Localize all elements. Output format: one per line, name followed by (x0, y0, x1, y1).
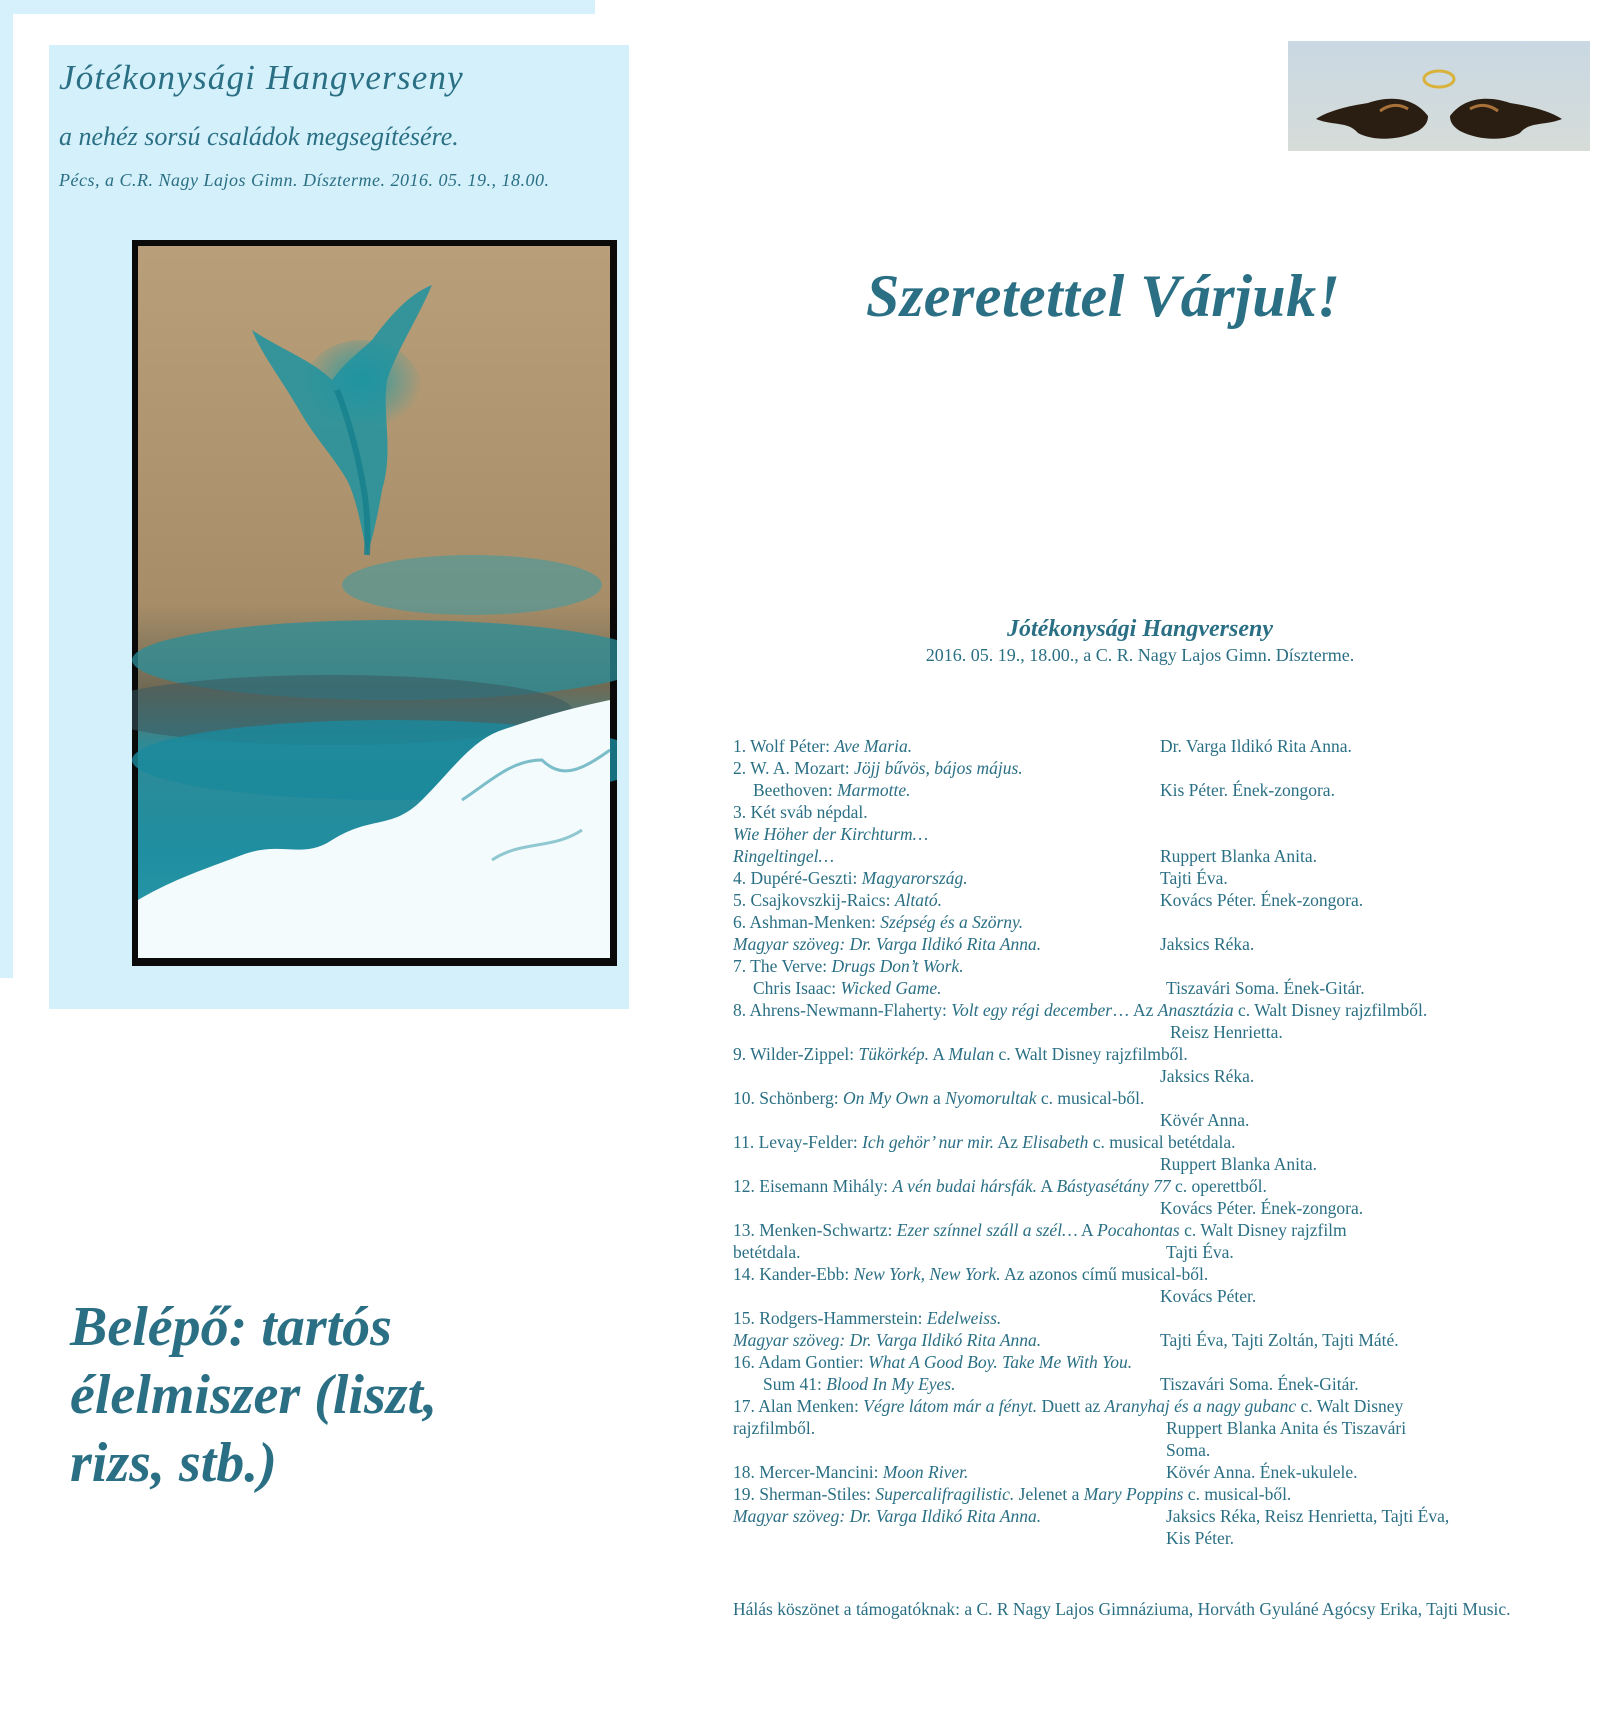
program-item-10: 10. Schönberg: On My Own a Nyomorultak c. musical-ből. (733, 1088, 1145, 1108)
entry-fee-notice: Belépő: tartós élelmiszer (liszt, rizs, stb.) (70, 1296, 438, 1494)
program-subtitle: 2016. 05. 19., 18.00., a C. R. Nagy Lajos Gimn. Díszterme. (925, 645, 1355, 665)
program-item-13-cont: betétdala. (733, 1242, 801, 1262)
program-item-17-cont: rajzfilmből. (733, 1418, 816, 1438)
program-item-16b: Sum 41: Blood In My Eyes. (763, 1374, 956, 1394)
performer-19-cont: Kis Péter. (1166, 1528, 1235, 1548)
program-item-6: 6. Ashman-Menken: Szépség és a Szörny. (733, 912, 1024, 932)
program-item-3a: Wie Höher der Kirchturm… (733, 824, 929, 844)
flyer-title: Jótékonysági Hangverseny (59, 58, 464, 97)
performer-19: Jaksics Réka, Reisz Henrietta, Tajti Éva, (1166, 1506, 1450, 1526)
program-item-19: 19. Sherman-Stiles: Supercalifragilistic. Jelenet a Mary Poppins c. musical-ből. (733, 1484, 1292, 1504)
performer-1: Dr. Varga Ildikó Rita Anna. (1160, 736, 1352, 756)
performer-6: Jaksics Réka. (1160, 934, 1255, 954)
program-item-16: 16. Adam Gontier: What A Good Boy. Take Me With You. (733, 1352, 1133, 1372)
thanks-note: Hálás köszönet a támogatóknak: a C. R Nagy Lajos Gimnáziuma, Horváth Gyuláné Agócsy Erika, Tajti Music. (733, 1599, 1511, 1619)
performer-3: Ruppert Blanka Anita. (1160, 846, 1317, 866)
performer-15: Tajti Éva, Tajti Zoltán, Tajti Máté. (1160, 1330, 1399, 1350)
performer-17-cont: Soma. (1166, 1440, 1211, 1460)
program-item-7b: Chris Isaac: Wicked Game. (753, 978, 942, 998)
performer-14: Kovács Péter. (1160, 1286, 1257, 1306)
flyer-subtitle: a nehéz sorsú családok megsegítésére. (59, 122, 459, 151)
angel-cloud-image (132, 240, 617, 966)
program-item-13: 13. Menken-Schwartz: Ezer színnel száll a szél… A Pocahontas c. Walt Disney rajzfilm (733, 1220, 1347, 1240)
program-item-15-lyrics: Magyar szöveg: Dr. Varga Ildikó Rita Anna. (733, 1330, 1042, 1350)
program-item-6-lyrics: Magyar szöveg: Dr. Varga Ildikó Rita Anna. (733, 934, 1042, 954)
program-item-2b: Beethoven: Marmotte. (753, 780, 911, 800)
welcome-heading: Szeretettel Várjuk! (866, 263, 1341, 329)
program-item-7: 7. The Verve: Drugs Don’t Work. (733, 956, 964, 976)
performer-7: Tiszavári Soma. Ének-Gitár. (1166, 978, 1365, 998)
performer-11: Ruppert Blanka Anita. (1160, 1154, 1317, 1174)
performer-17: Ruppert Blanka Anita és Tiszavári (1166, 1418, 1407, 1438)
program-item-9: 9. Wilder-Zippel: Tükörkép. A Mulan c. Walt Disney rajzfilmből. (733, 1044, 1188, 1064)
program-item-5: 5. Csajkovszkij-Raics: Altató. (733, 890, 943, 910)
performer-16: Tiszavári Soma. Ének-Gitár. (1160, 1374, 1359, 1394)
program-item-11: 11. Levay-Felder: Ich gehör’ nur mir. Az Elisabeth c. musical betétdala. (733, 1132, 1236, 1152)
performer-13: Tajti Éva. (1166, 1242, 1234, 1262)
program-item-18: 18. Mercer-Mancini: Moon River. (733, 1462, 969, 1482)
program-item-12: 12. Eisemann Mihály: A vén budai hársfák. A Bástyasétány 77 c. operettből. (733, 1176, 1267, 1196)
program-item-14: 14. Kander-Ebb: New York, New York. Az azonos című musical-ből. (733, 1264, 1209, 1284)
program-title: Jótékonysági Hangverseny (1007, 616, 1273, 642)
performer-18: Kövér Anna. Ének-ukulele. (1166, 1462, 1358, 1482)
performer-12: Kovács Péter. Ének-zongora. (1160, 1198, 1364, 1218)
program-item-17: 17. Alan Menken: Végre látom már a fényt. Duett az Aranyhaj és a nagy gubanc c. Walt Disney (733, 1396, 1404, 1416)
program-item-8: 8. Ahrens-Newmann-Flaherty: Volt egy régi december… Az Anasztázia c. Walt Disney rajzfilmből. (733, 1000, 1428, 1020)
performer-2: Kis Péter. Ének-zongora. (1160, 780, 1335, 800)
program-item-4: 4. Dupéré-Geszti: Magyarország. (733, 868, 968, 888)
performer-8: Reisz Henrietta. (1170, 1022, 1283, 1042)
performer-9: Jaksics Réka. (1160, 1066, 1255, 1086)
program-item-3: 3. Két sváb népdal. (733, 802, 868, 822)
program-item-2: 2. W. A. Mozart: Jöjj bűvös, bájos május. (733, 758, 1023, 778)
flyer-venue-date: Pécs, a C.R. Nagy Lajos Gimn. Díszterme. 2016. 05. 19., 18.00. (59, 170, 550, 190)
angel-wings-halo-image (1288, 41, 1590, 151)
program-item-1: 1. Wolf Péter: Ave Maria. (733, 736, 913, 756)
program-item-15: 15. Rodgers-Hammerstein: Edelweiss. (733, 1308, 1002, 1328)
program-item-3b: Ringeltingel… (733, 846, 835, 866)
performer-5: Kovács Péter. Ének-zongora. (1160, 890, 1364, 910)
program-item-19-lyrics: Magyar szöveg: Dr. Varga Ildikó Rita Anna. (733, 1506, 1042, 1526)
performer-4: Tajti Éva. (1160, 868, 1228, 888)
performer-10: Kövér Anna. (1160, 1110, 1250, 1130)
